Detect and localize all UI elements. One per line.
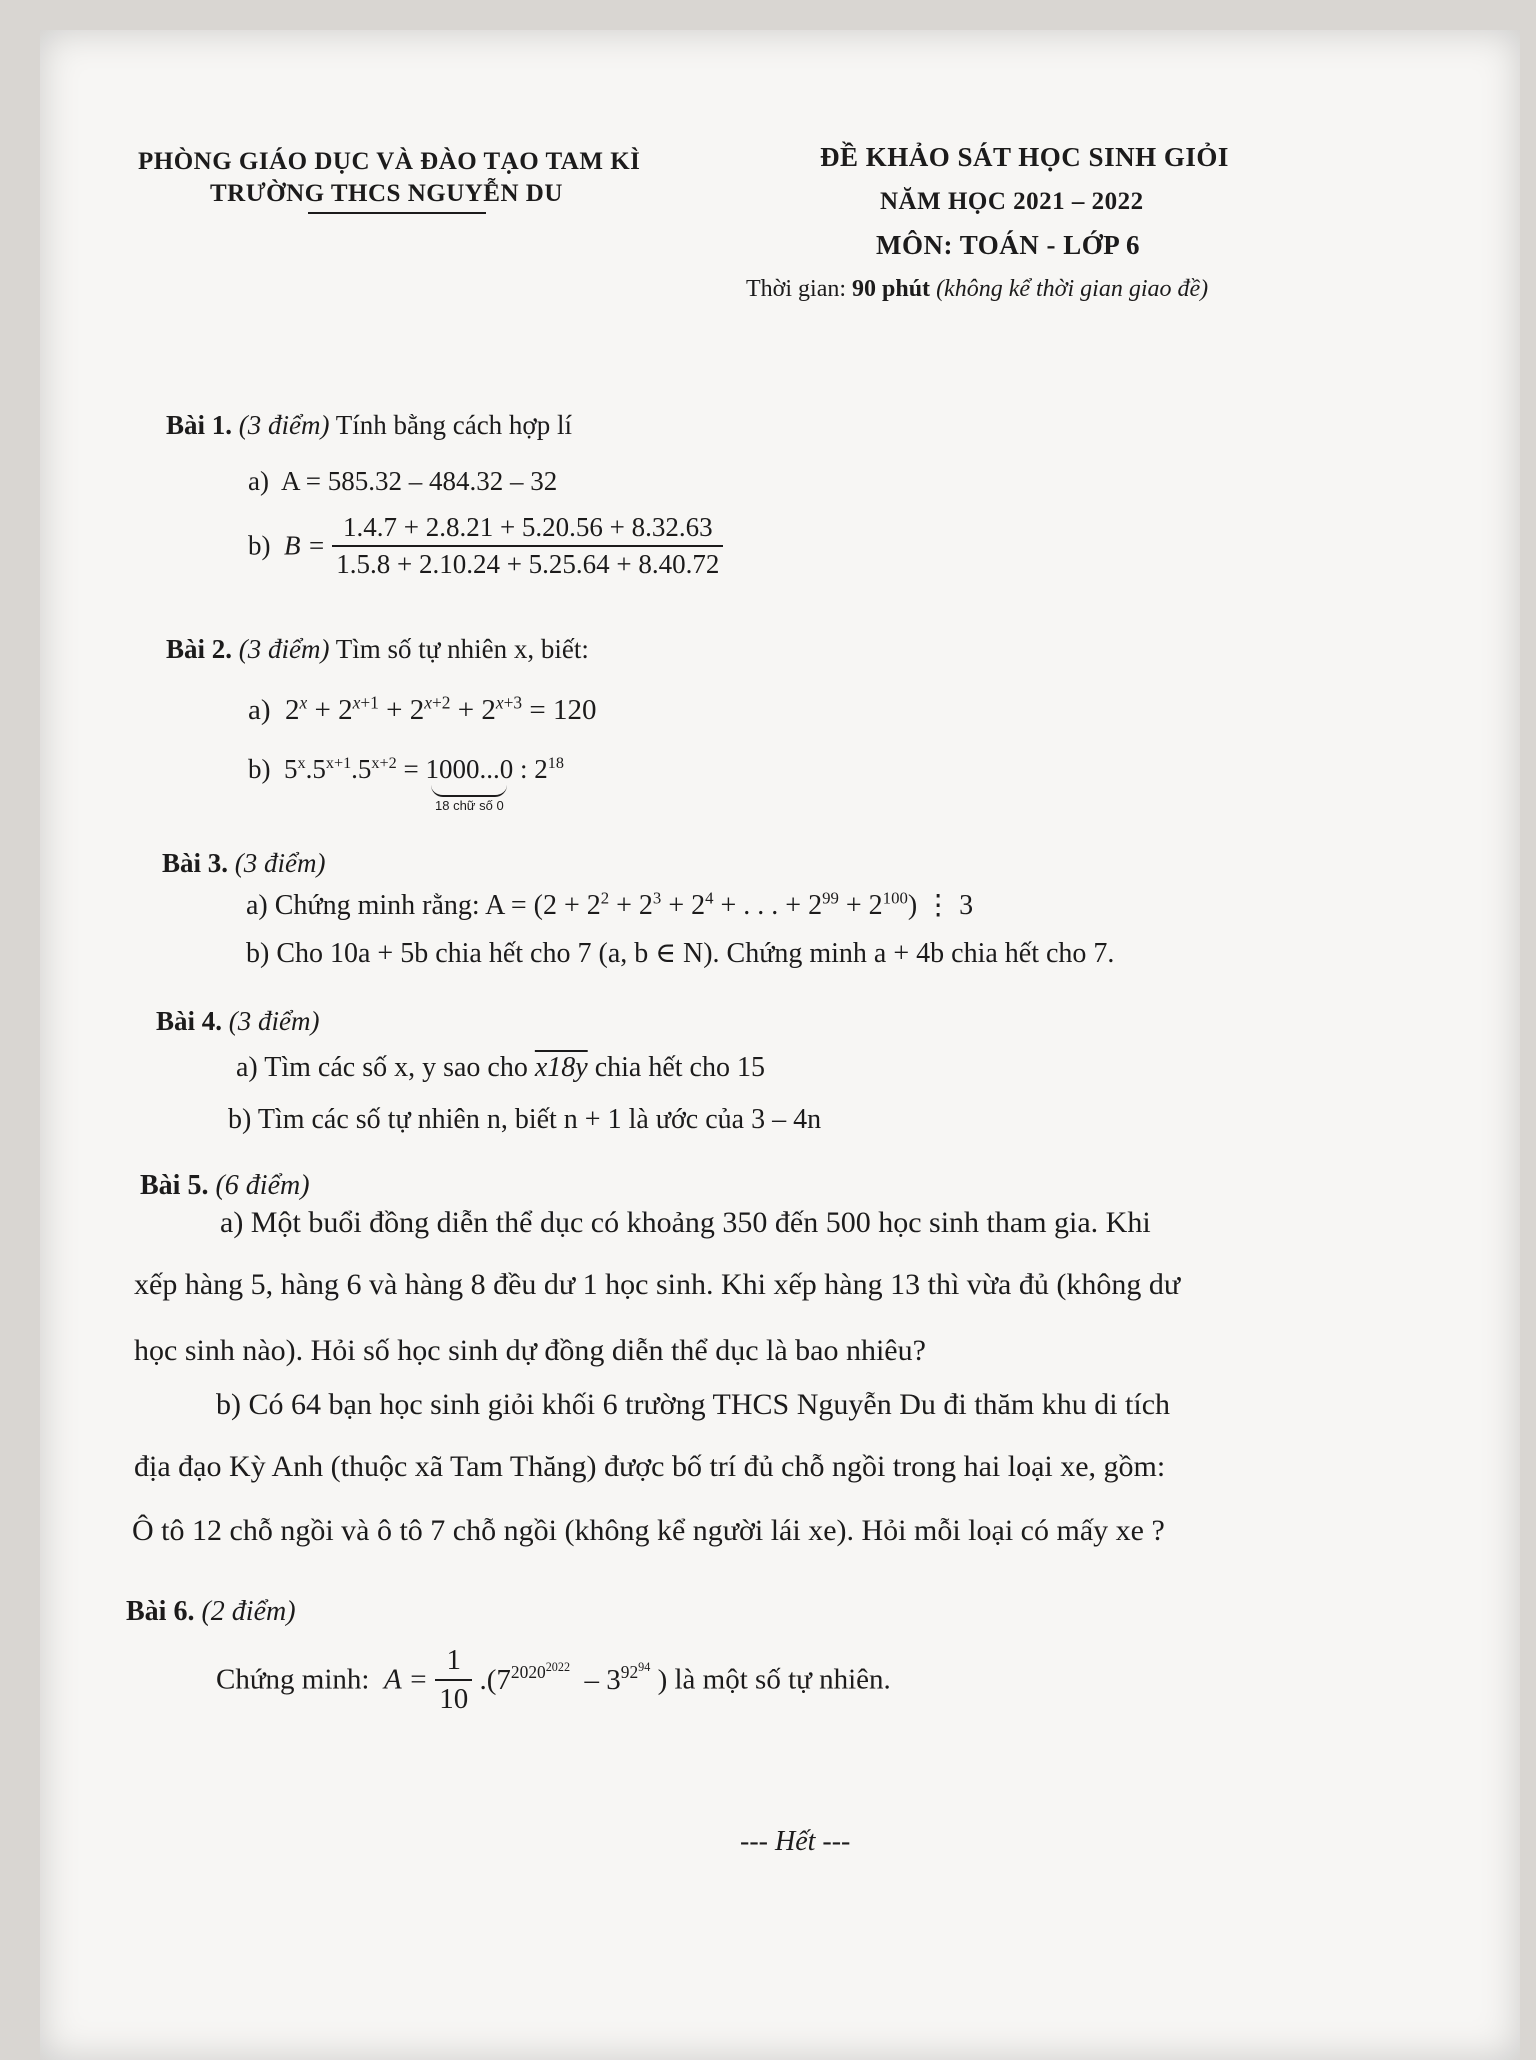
bai5-b-line3: Ô tô 12 chỗ ngồi và ô tô 7 chỗ ngồi (không kể người lái xe). Hỏi mỗi loại có mấy xe ? — [132, 1514, 1165, 1547]
bai6-points: (2 điểm) — [201, 1596, 296, 1627]
bai6-frac-num: 1 — [435, 1644, 472, 1681]
bai5-a-line1: a) Một buổi đồng diễn thể dục có khoảng 350 đến 500 học sinh tham gia. Khi — [220, 1206, 1151, 1239]
bai2-b-label: b) — [248, 754, 271, 784]
bai2-b-tail: : $2^{18}$ — [519, 754, 564, 784]
bai6-fraction — [435, 1644, 472, 1716]
bai2-b-brace-label: 18 chữ số 0 — [435, 798, 504, 813]
bai2-b-brace — [425, 754, 513, 813]
end-marker: --- Hết --- — [740, 1826, 851, 1857]
bai1-b-label: b) — [248, 530, 271, 561]
bai2-b-lhs: $5^x.5^{x+1}.5^{x+2}$ = — [284, 754, 419, 784]
bai6-expression: $.(7^{2020^{2022}} - 3^{92^{94}}$ ) — [479, 1660, 668, 1696]
bai4-b: b) Tìm các số tự nhiên n, biết n + 1 là ước của 3 – 4n — [228, 1104, 822, 1135]
bai3-points: (3 điểm) — [234, 848, 326, 878]
time-value: 90 phút — [852, 276, 931, 302]
bai5-a-line2: xếp hàng 5, hàng 6 và hàng 8 đều dư 1 học sinh. Khi xếp hàng 13 thì vừa đủ (không dư — [134, 1268, 1181, 1301]
underbrace-icon — [431, 785, 507, 797]
bai5-b-line1: b) Có 64 bạn học sinh giỏi khối 6 trường THCS Nguyễn Du đi thăm khu di tích — [216, 1388, 1171, 1421]
bai2-desc: Tìm số tự nhiên x, biết: — [335, 634, 589, 664]
bai1-b-denominator: 1.5.8 + 2.10.24 + 5.25.64 + 8.40.72 — [336, 549, 720, 579]
time-label: Thời gian: — [746, 276, 847, 302]
bai1-a-label: a) — [248, 466, 269, 496]
bai6-statement — [216, 1644, 891, 1716]
bai5-b-line2: địa đạo Kỳ Anh (thuộc xã Tam Thăng) được bố trí đủ chỗ ngồi trong hai loại xe, gồm: — [134, 1450, 1166, 1483]
bai5-heading — [140, 1170, 310, 1202]
header-subject: MÔN: TOÁN - LỚP 6 — [876, 230, 1141, 260]
header-school-year: NĂM HỌC 2021 – 2022 — [880, 188, 1144, 215]
bai2-points: (3 điểm) — [238, 634, 330, 664]
bai6-prove-label: Chứng minh: — [216, 1663, 370, 1696]
bai5-a-line3: học sinh nào). Hỏi số học sinh dự đồng diễn thể dục là bao nhiêu? — [134, 1334, 926, 1367]
bai3-b: b) Cho 10a + 5b chia hết cho 7 (a, b ∈ N). Chứng minh a + 4b chia hết cho 7. — [246, 938, 1115, 969]
bai4-a-post: chia hết cho 15 — [594, 1052, 765, 1083]
bai3-a-text: a) Chứng minh rằng: A = (2 + 2 — [246, 890, 601, 921]
bai4-a-number: x18y — [534, 1052, 588, 1083]
header-school-underline — [308, 212, 486, 214]
bai6-lhs: A = — [383, 1663, 428, 1696]
bai1-b-fraction — [332, 512, 723, 580]
bai4-a — [236, 1052, 765, 1084]
bai6-title: Bài 6. — [126, 1596, 195, 1627]
header-school: TRƯỜNG THCS NGUYỄN DU — [210, 180, 563, 207]
bai1-a — [248, 466, 557, 497]
bai6-frac-den: 10 — [439, 1683, 469, 1715]
bai2-a-expr: $2^x + 2^{x+1} + 2^{x+2} + 2^{x+3} = 120$ — [285, 692, 597, 726]
exam-sheet — [40, 30, 1520, 2060]
bai4-points: (3 điểm) — [228, 1006, 320, 1036]
bai2-a-label: a) — [248, 694, 271, 726]
bai1-points: (3 điểm) — [238, 410, 330, 440]
bai1-b-lhs: B = — [284, 530, 326, 561]
bai4-a-pre: a) Tìm các số x, y sao cho — [236, 1052, 528, 1083]
bai2-heading — [166, 634, 589, 665]
bai1-b-numerator: 1.4.7 + 2.8.21 + 5.20.56 + 8.32.63 — [332, 512, 723, 547]
bai1-heading — [166, 410, 572, 441]
bai6-heading — [126, 1596, 296, 1628]
bai2-a — [248, 694, 596, 727]
bai3-title: Bài 3. — [162, 848, 229, 878]
bai5-points: (6 điểm) — [215, 1170, 310, 1201]
bai5-title: Bài 5. — [140, 1170, 209, 1201]
bai4-title: Bài 4. — [156, 1006, 223, 1036]
bai2-b-zeros: 1000...0 — [425, 754, 514, 784]
bai1-b — [248, 512, 723, 580]
bai6-tail: là một số tự nhiên. — [674, 1663, 891, 1696]
time-note: (không kể thời gian giao đề) — [936, 276, 1209, 302]
bai3-heading — [162, 848, 325, 879]
bai3-a: a) Chứng minh rằng: $A = (2 + 2^2 + 2^3 + 2^4$ + . . . + $2^{99} + 2^{100}$) ⋮ 3 — [246, 888, 974, 921]
bai2-title: Bài 2. — [166, 634, 233, 664]
bai4-heading — [156, 1006, 319, 1037]
header-department: PHÒNG GIÁO DỤC VÀ ĐÀO TẠO TAM KÌ — [138, 148, 641, 175]
bai2-b — [248, 754, 564, 813]
bai1-desc: Tính bằng cách hợp lí — [335, 410, 572, 440]
header-time — [746, 276, 1208, 303]
bai1-title: Bài 1. — [166, 410, 233, 440]
header-exam-title: ĐỀ KHẢO SÁT HỌC SINH GIỎI — [820, 142, 1229, 172]
bai1-a-expr: A = 585.32 – 484.32 – 32 — [281, 466, 558, 496]
